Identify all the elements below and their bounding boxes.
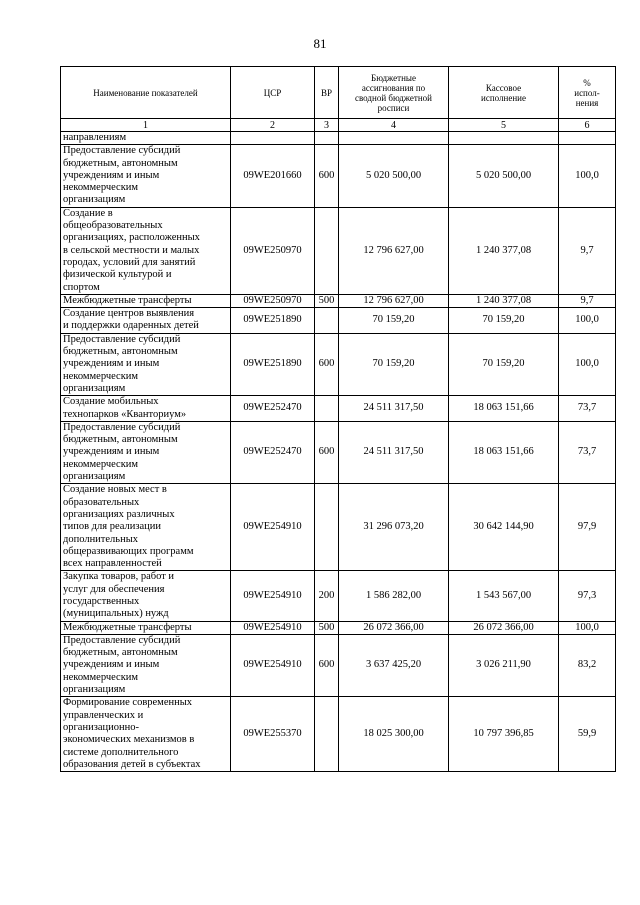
csr-code: 09WE254910: [231, 634, 315, 696]
vr-code: 500: [315, 294, 339, 307]
execution-percent: 9,7: [559, 294, 616, 307]
table-row: [61, 571, 616, 621]
execution-percent: 100,0: [559, 308, 616, 334]
csr-code: 09WE251890: [231, 333, 315, 395]
table-row: [61, 132, 616, 145]
vr-code: 600: [315, 145, 339, 207]
budget-amount: 70 159,20: [339, 333, 449, 395]
budget-amount: 12 796 627,00: [339, 294, 449, 307]
execution-percent: 100,0: [559, 333, 616, 395]
table-row: [61, 145, 616, 207]
indicator-name: Предоставление субсидий бюджетным, автономным учреждениям и иным некоммерческим организациям: [61, 333, 231, 395]
table-row: [61, 308, 616, 334]
header-csr: ЦСР: [231, 67, 315, 119]
indicator-name: Формирование современных управленческих и организационно- экономических механизмов в системе дополнительного образования детей в субъектах: [61, 697, 231, 772]
execution-percent: 59,9: [559, 697, 616, 772]
table-row: [61, 697, 616, 772]
vr-code: [315, 132, 339, 145]
csr-code: 09WE201660: [231, 145, 315, 207]
indicator-name: Предоставление субсидий бюджетным, автономным учреждениям и иным некоммерческим организациям: [61, 634, 231, 696]
execution-percent: 83,2: [559, 634, 616, 696]
table-row: [61, 621, 616, 634]
cash-amount: 26 072 366,00: [449, 621, 559, 634]
table-row: [61, 484, 616, 571]
indicator-name: Создание в общеобразовательных организациях, расположенных в сельской местности и малых городах, условий для занятий физической культурой и спортом: [61, 207, 231, 294]
vr-code: [315, 308, 339, 334]
column-number: 4: [339, 119, 449, 132]
vr-code: 600: [315, 634, 339, 696]
cash-amount: 18 063 151,66: [449, 421, 559, 483]
column-number: 1: [61, 119, 231, 132]
execution-percent: 9,7: [559, 207, 616, 294]
csr-code: 09WE255370: [231, 697, 315, 772]
indicator-name: Предоставление субсидий бюджетным, автономным учреждениям и иным некоммерческим организациям: [61, 421, 231, 483]
indicator-name: Закупка товаров, работ и услуг для обеспечения государственных (муниципальных) нужд: [61, 571, 231, 621]
cash-amount: 10 797 396,85: [449, 697, 559, 772]
indicator-name: Предоставление субсидий бюджетным, автономным учреждениям и иным некоммерческим организациям: [61, 145, 231, 207]
csr-code: 09WE250970: [231, 207, 315, 294]
budget-amount: 26 072 366,00: [339, 621, 449, 634]
csr-code: 09WE254910: [231, 621, 315, 634]
header-cash-execution: Кассовое исполнение: [449, 67, 559, 119]
vr-code: [315, 484, 339, 571]
budget-amount: 31 296 073,20: [339, 484, 449, 571]
csr-code: 09WE254910: [231, 484, 315, 571]
budget-amount: 24 511 317,50: [339, 396, 449, 422]
vr-code: 600: [315, 421, 339, 483]
indicator-name: Создание мобильных технопарков «Кванториум»: [61, 396, 231, 422]
table-row: [61, 396, 616, 422]
page-number: 81: [313, 36, 327, 51]
csr-code: 09WE254910: [231, 571, 315, 621]
indicator-name: Создание новых мест в образовательных организациях различных типов для реализации дополнительных общеразвивающих программ всех направленностей: [61, 484, 231, 571]
budget-amount: 70 159,20: [339, 308, 449, 334]
execution-percent: 100,0: [559, 621, 616, 634]
vr-code: 500: [315, 621, 339, 634]
execution-percent: 97,3: [559, 571, 616, 621]
header-execution-percent: % испол- нения: [559, 67, 616, 119]
vr-code: 600: [315, 333, 339, 395]
budget-amount: 18 025 300,00: [339, 697, 449, 772]
table-row: [61, 421, 616, 483]
column-number: 6: [559, 119, 616, 132]
execution-percent: 73,7: [559, 396, 616, 422]
indicator-name: направлениям: [61, 132, 231, 145]
table-row: [61, 207, 616, 294]
header-row: [61, 67, 616, 119]
budget-amount: 5 020 500,00: [339, 145, 449, 207]
budget-amount: 3 637 425,20: [339, 634, 449, 696]
csr-code: 09WE251890: [231, 308, 315, 334]
csr-code: 09WE252470: [231, 396, 315, 422]
cash-amount: 1 543 567,00: [449, 571, 559, 621]
column-number-row: [61, 119, 616, 132]
execution-percent: 100,0: [559, 145, 616, 207]
budget-amount: 24 511 317,50: [339, 421, 449, 483]
execution-percent: 97,9: [559, 484, 616, 571]
budget-amount: [339, 132, 449, 145]
table-row: [61, 333, 616, 395]
csr-code: 09WE250970: [231, 294, 315, 307]
vr-code: 200: [315, 571, 339, 621]
header-budget-allocations: Бюджетные ассигнования по сводной бюджетной росписи: [339, 67, 449, 119]
budget-amount: 1 586 282,00: [339, 571, 449, 621]
cash-amount: 70 159,20: [449, 308, 559, 334]
column-number: 5: [449, 119, 559, 132]
vr-code: [315, 396, 339, 422]
csr-code: 09WE252470: [231, 421, 315, 483]
table-row: [61, 634, 616, 696]
header-vr: ВР: [315, 67, 339, 119]
cash-amount: 1 240 377,08: [449, 207, 559, 294]
vr-code: [315, 207, 339, 294]
execution-percent: 73,7: [559, 421, 616, 483]
execution-percent: [559, 132, 616, 145]
indicator-name: Создание центров выявления и поддержки одаренных детей: [61, 308, 231, 334]
indicator-name: Межбюджетные трансферты: [61, 294, 231, 307]
csr-code: [231, 132, 315, 145]
indicator-name: Межбюджетные трансферты: [61, 621, 231, 634]
table-row: [61, 294, 616, 307]
cash-amount: 18 063 151,66: [449, 396, 559, 422]
budget-execution-table: [60, 66, 616, 772]
cash-amount: 30 642 144,90: [449, 484, 559, 571]
cash-amount: 3 026 211,90: [449, 634, 559, 696]
column-number: 3: [315, 119, 339, 132]
cash-amount: 1 240 377,08: [449, 294, 559, 307]
cash-amount: 70 159,20: [449, 333, 559, 395]
column-number: 2: [231, 119, 315, 132]
header-indicator-name: Наименование показателей: [61, 67, 231, 119]
vr-code: [315, 697, 339, 772]
cash-amount: [449, 132, 559, 145]
cash-amount: 5 020 500,00: [449, 145, 559, 207]
budget-amount: 12 796 627,00: [339, 207, 449, 294]
